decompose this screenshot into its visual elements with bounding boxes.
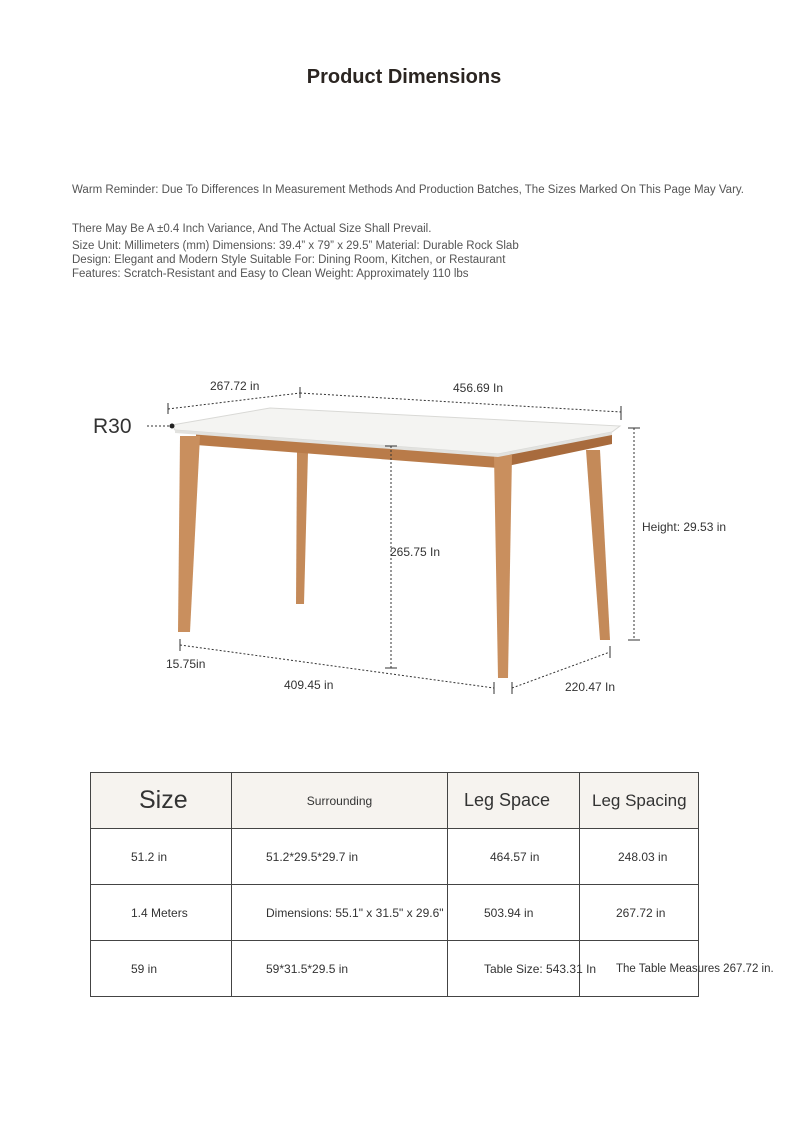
top-length-label: 456.69 In (453, 381, 504, 395)
product-specs: Size Unit: Millimeters (mm) Dimensions: 39.4” x 79” x 29.5” Material: Durable Rock Slab Design: Elegant and Modern Style Suitable For: Dining Room, Kitchen, or Restaurant Features: Scratch-Resistant and Easy to Clean Weight: Approximately 110 lbs (72, 240, 519, 280)
warm-reminder: Warm Reminder: Due To Differences In Measurement Methods And Production Batches, The Sizes Marked On This Page May Vary. (72, 184, 744, 196)
leg-width-span-label: 220.47 In (565, 680, 616, 694)
cell-surrounding: 59*31.5*29.5 in (232, 941, 448, 997)
page-title: Product Dimensions (306, 66, 502, 88)
inner-height-label: 265.75 In (390, 545, 441, 559)
cell-size: 1.4 Meters (91, 885, 232, 941)
cell-leg-spacing: The Table Measures 267.72 in. (580, 941, 699, 997)
cell-size: 51.2 in (91, 829, 232, 885)
cell-leg-space: 464.57 in (448, 829, 580, 885)
cell-leg-space: 503.94 in (448, 885, 580, 941)
back-right-leg (586, 450, 610, 640)
table-row (91, 885, 699, 941)
back-left-leg (296, 452, 308, 604)
header-size: Size (91, 773, 232, 829)
corner-radius-label: R30 (93, 415, 132, 438)
header-leg-spacing: Leg Spacing (580, 773, 699, 829)
front-left-leg (178, 436, 200, 632)
front-right-leg (494, 455, 512, 678)
top-width-line (168, 393, 300, 409)
header-leg-space: Leg Space (448, 773, 580, 829)
cell-size: 59 in (91, 941, 232, 997)
cell-leg-spacing: 267.72 in (580, 885, 699, 941)
leg-length-span-label: 409.45 in (284, 678, 334, 692)
table-header-row (91, 773, 699, 829)
variance-note: There May Be A ±0.4 Inch Variance, And The Actual Size Shall Prevail. (72, 223, 432, 235)
cell-leg-space: Table Size: 543.31 In (448, 941, 580, 997)
cell-surrounding: Dimensions: 55.1" x 31.5" x 29.6" (232, 885, 448, 941)
leg-size-label: 15.75in (166, 657, 206, 671)
height-label: Height: 29.53 in (642, 520, 727, 534)
table-row (91, 941, 699, 997)
r30-corner-dot (170, 424, 175, 429)
header-surrounding: Surrounding (232, 773, 448, 829)
leg-length-line (180, 645, 494, 688)
cell-leg-spacing: 248.03 in (580, 829, 699, 885)
top-width-label: 267.72 in (210, 379, 260, 393)
table-row (91, 829, 699, 885)
cell-surrounding: 51.2*29.5*29.7 in (232, 829, 448, 885)
size-table (90, 772, 774, 997)
top-length-line (300, 393, 621, 412)
